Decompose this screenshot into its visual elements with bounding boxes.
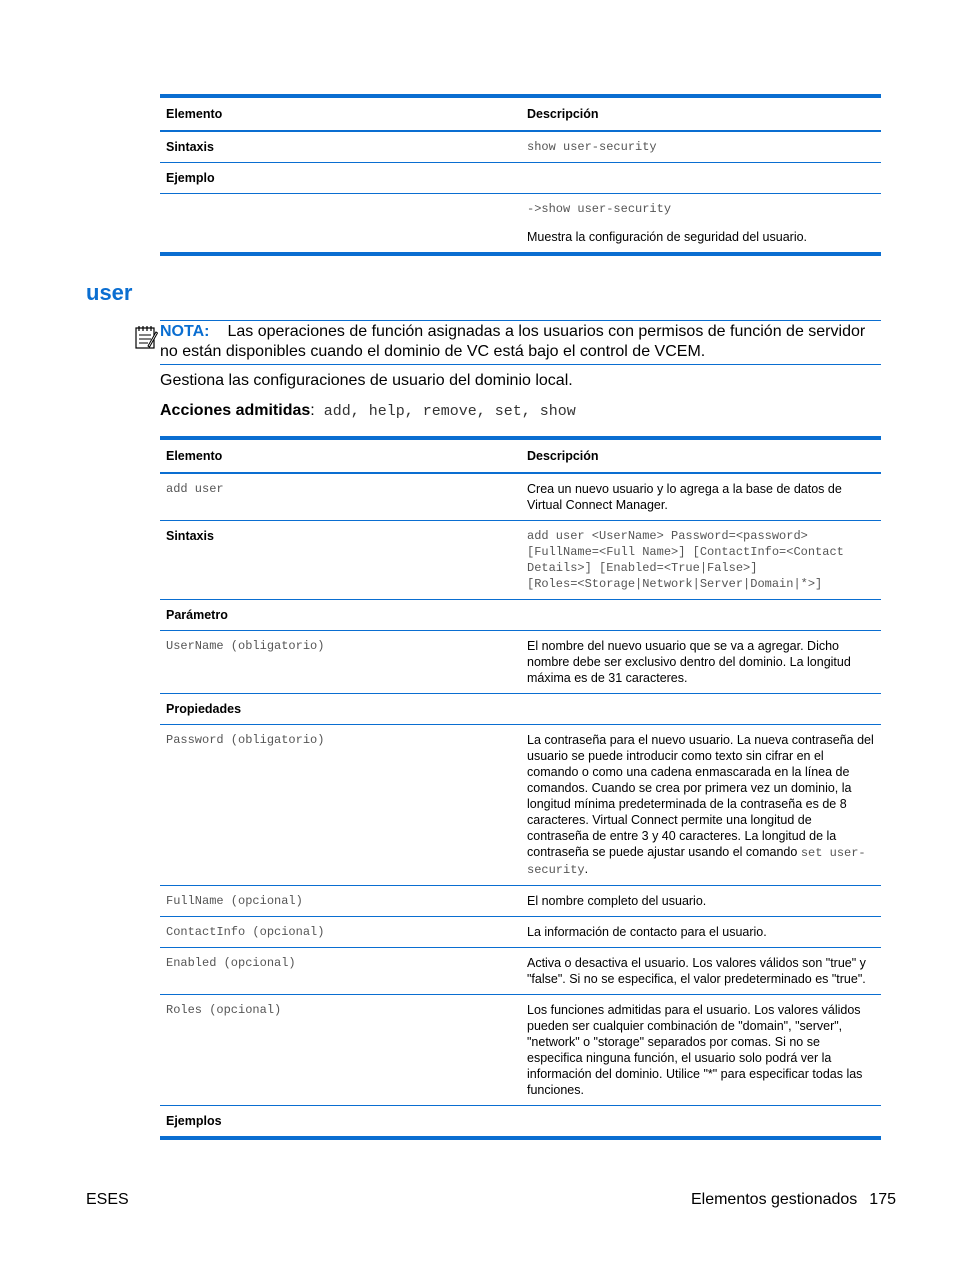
example-label: Ejemplo [160, 163, 521, 194]
table-row [160, 163, 881, 194]
empty-cell [521, 694, 881, 725]
example-cell [521, 194, 881, 255]
note-icon [134, 324, 158, 350]
table-row [160, 473, 881, 521]
contactinfo-desc: La información de contacto para el usuario. [521, 917, 881, 948]
add-user-item: add user [160, 473, 521, 521]
actions-label: Acciones admitidas [160, 402, 311, 419]
table-row [160, 917, 881, 948]
footer-right [691, 1191, 896, 1209]
table-row [160, 725, 881, 886]
syntax-line: [FullName=<Full Name>] [ContactInfo=<Contact [527, 545, 844, 559]
contactinfo-item: ContactInfo (opcional) [160, 917, 521, 948]
syntax-label: Sintaxis [160, 131, 521, 163]
example-description: Muestra la configuración de seguridad del usuario. [527, 230, 808, 244]
table-row [160, 631, 881, 694]
table-row [160, 521, 881, 600]
table-row [160, 995, 881, 1106]
table-row [160, 948, 881, 995]
examples-label: Ejemplos [160, 1106, 521, 1139]
empty-cell [160, 194, 521, 255]
table-row [160, 194, 881, 255]
password-desc: La contraseña para el nuevo usuario. La nueva contraseña del usuario se puede introducir como texto sin cifrar en el comando o como una cadena enmascarada en la línea de comandos. Cuando se crea por primera vez un dominio, la longitud mínima predeterminada de la contraseña es de 8 caracteres. Virtual Connect permite una longitud de contraseña de entre 3 y 40 caracteres. La longitud de la contraseña se puede ajustar usando el comando [527, 733, 874, 859]
page-number: 175 [869, 1191, 896, 1208]
intro-paragraph: Gestiona las configuraciones de usuario del dominio local. [160, 372, 573, 389]
example-command: ->show user-security [527, 202, 672, 216]
note-text: Las operaciones de función asignadas a los usuarios con permisos de función de servidor no están disponibles cuando el dominio de VC está bajo el control de VCEM. [160, 323, 866, 360]
empty-cell [521, 163, 881, 194]
password-desc-command: set user-security [527, 846, 866, 877]
table-row [160, 1106, 881, 1139]
add-user-desc: Crea un nuevo usuario y lo agrega a la base de datos de Virtual Connect Manager. [521, 473, 881, 521]
password-item: Password (obligatorio) [160, 725, 521, 886]
syntax-line: add user <UserName> Password=<password> [527, 529, 808, 543]
user-table [160, 436, 881, 1140]
roles-item: Roles (opcional) [160, 995, 521, 1106]
supported-actions [160, 401, 576, 422]
table-row [160, 694, 881, 725]
actions-separator: : [310, 402, 315, 419]
note-label: NOTA: [160, 323, 210, 340]
syntax-line: Details>] [Enabled=<True|False>] [527, 561, 758, 575]
enabled-desc: Activa o desactiva el usuario. Los valores válidos son "true" y "false". Si no se especifica, el valor predeterminado es "true". [521, 948, 881, 995]
column-header-description: Descripción [521, 96, 881, 131]
properties-label: Propiedades [160, 694, 521, 725]
syntax-line: [Roles=<Storage|Network|Server|Domain|*>] [527, 577, 823, 591]
table-header-row [160, 96, 881, 131]
empty-cell [521, 600, 881, 631]
empty-cell [521, 1106, 881, 1139]
syntax-value [521, 521, 881, 600]
table-row [160, 886, 881, 917]
fullname-desc: El nombre completo del usuario. [521, 886, 881, 917]
footer-locale: ESES [86, 1191, 129, 1208]
username-item: UserName (obligatorio) [160, 631, 521, 694]
syntax-value: show user-security [521, 131, 881, 163]
password-desc-end: . [584, 862, 589, 876]
table-header-row [160, 438, 881, 473]
column-header-element: Elemento [160, 438, 521, 473]
fullname-item: FullName (opcional) [160, 886, 521, 917]
column-header-element: Elemento [160, 96, 521, 131]
column-header-description: Descripción [521, 438, 881, 473]
parameter-label: Parámetro [160, 600, 521, 631]
table-row [160, 131, 881, 163]
password-desc-cell [521, 725, 881, 886]
footer-section: Elementos gestionados [690, 1191, 858, 1208]
syntax-label: Sintaxis [160, 521, 521, 600]
username-desc: El nombre del nuevo usuario que se va a agregar. Dicho nombre debe ser exclusivo dentro del dominio. La longitud máxima es de 31 caracteres. [521, 631, 881, 694]
section-title: user [86, 280, 133, 305]
roles-desc: Los funciones admitidas para el usuario. Los valores válidos pueden ser cualquier combinación de "domain", "server", "network" o "storage" separados por comas. Si no se especifica ninguna función, el usuario solo podrá ver la información del dominio. Utilice "*" para especificar todas las funciones. [521, 995, 881, 1106]
show-user-security-table [160, 94, 881, 256]
enabled-item: Enabled (opcional) [160, 948, 521, 995]
actions-values: add, help, remove, set, show [314, 403, 576, 420]
table-row [160, 600, 881, 631]
note-box [160, 320, 881, 365]
